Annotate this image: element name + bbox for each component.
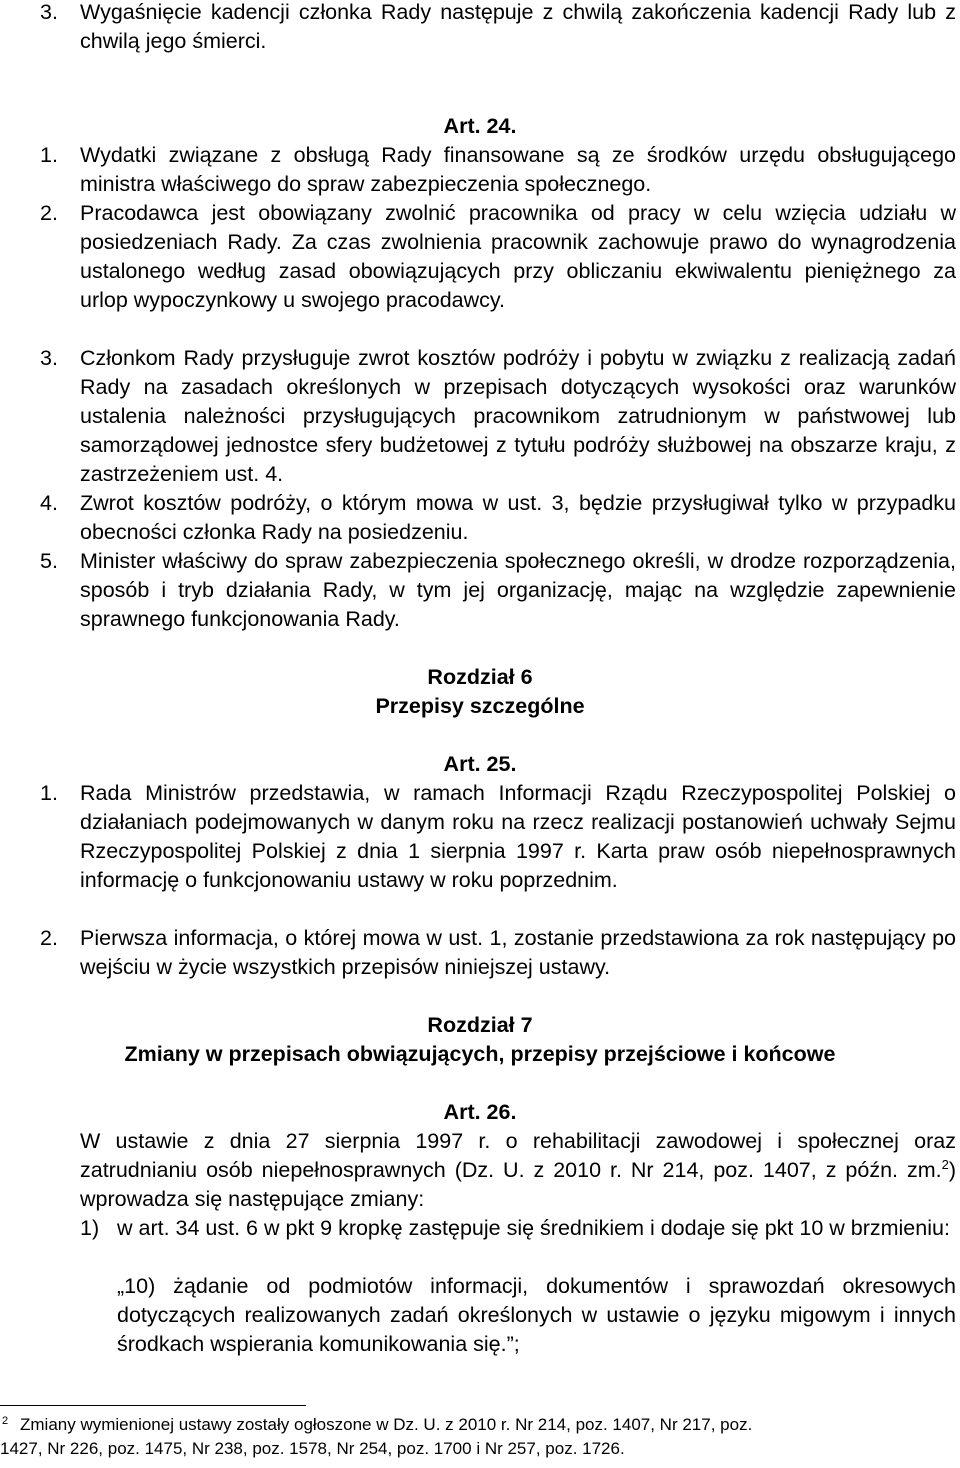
art26-intro-end: ) wprowadza się następujące zmiany: (80, 1158, 956, 1211)
art25-paragraph-2 (40, 924, 956, 982)
footnote (0, 1413, 958, 1461)
paragraph-text: Pracodawca jest obowiązany zwolnić pracownika od pracy w celu wzięcia udziału w posiedzeniach Rady. Za czas zwolnienia pracownik zachowuje prawo do wynagrodzenia ustalonego według zasad obowiązujących przy obliczaniu ekwiwalentu pieniężnego za urlop wypoczynkowy u swojego pracodawcy. (80, 201, 956, 312)
art24-paragraph-3 (40, 344, 956, 489)
paragraph-text: Pierwsza informacja, o której mowa w ust. 1, zostanie przedstawiona za rok następujący po wejściu w życie wszystkich przepisów niniejszej ustawy. (80, 926, 956, 979)
paragraph-number: 2. (40, 926, 58, 950)
paragraph-number: 4. (40, 491, 58, 515)
paragraph-number: 3. (40, 0, 58, 24)
art24-paragraph-1 (40, 141, 956, 199)
art26-item-1 (80, 1214, 956, 1243)
paragraph-text: Członkom Rady przysługuje zwrot kosztów podróży i pobytu w związku z realizacją zadań Rady na zasadach określonych w przepisach dotyczących wysokości oraz warunków ustalenia należności przysługujących pracownikom zatrudnionym w państwowej lub samorządowej jednostce sfery budżetowej z tytułu podróży służbowej na obszarze kraju, z zastrzeżeniem ust. 4. (80, 346, 956, 486)
footnote-mark: 2 (2, 1415, 9, 1427)
article-25-title: Art. 25. (443, 752, 517, 776)
article-24-title: Art. 24. (443, 114, 517, 138)
paragraph-number: 2. (40, 201, 58, 225)
paragraph-text: Zwrot kosztów podróży, o którym mowa w ust. 3, będzie przysługiwał tylko w przypadku obecności członka Rady na posiedzeniu. (80, 491, 956, 544)
art24-paragraph-4 (40, 489, 956, 547)
art26-quoted-amendment: „10) żądanie od podmiotów informacji, dokumentów i sprawozdań okresowych dotyczących realizowanych zadań określonych w ustawie o języku migowym i innych środkach wspierania komunikowania się.”; (117, 1274, 956, 1356)
art26-intro (80, 1127, 956, 1214)
paragraph-text: Wydatki związane z obsługą Rady finansowane są ze środków urzędu obsługującego ministra właściwego do spraw zabezpieczenia społecznego. (80, 143, 956, 196)
footnote-line-2: 1427, Nr 226, poz. 1475, Nr 238, poz. 1578, Nr 254, poz. 1700 i Nr 257, poz. 1726. (0, 1439, 625, 1458)
paragraph-number: 1. (40, 781, 58, 805)
chapter-6-title: Przepisy szczególne (375, 694, 585, 718)
paragraph-text: Wygaśnięcie kadencji członka Rady następuje z chwilą zakończenia kadencji Rady lub z chwilą jego śmierci. (80, 0, 956, 53)
art25-paragraph-1 (40, 779, 956, 895)
paragraph-text: Minister właściwy do spraw zabezpieczenia społecznego określi, w drodze rozporządzenia, sposób i tryb działania Rady, w tym jej organizację, mając na względzie zapewnienie sprawnego funkcjonowania Rady. (80, 549, 956, 631)
footnote-separator (0, 1405, 306, 1406)
footnote-ref[interactable]: 2 (941, 1156, 949, 1172)
footnote-line-1: Zmiany wymienionej ustawy zostały ogłoszone w Dz. U. z 2010 r. Nr 214, poz. 1407, Nr 217, poz. (20, 1415, 753, 1434)
article-26-title: Art. 26. (443, 1100, 517, 1124)
chapter-7-title: Zmiany w przepisach obwiązujących, przepisy przejściowe i końcowe (124, 1042, 836, 1066)
art26-intro-text: W ustawie z dnia 27 sierpnia 1997 r. o rehabilitacji zawodowej i społecznej oraz zatrudnianiu osób niepełnosprawnych (Dz. U. z 2010 r. Nr 214, poz. 1407, z późn. zm. (80, 1129, 956, 1182)
art24-paragraph-5 (40, 547, 956, 634)
item-text: w art. 34 ust. 6 w pkt 9 kropkę zastępuje się średnikiem i dodaje się pkt 10 w brzmieniu: (117, 1216, 950, 1240)
chapter-6-label: Rozdział 6 (427, 665, 533, 689)
paragraph-3-top (40, 0, 956, 56)
item-number: 1) (80, 1216, 100, 1240)
chapter-7-label: Rozdział 7 (427, 1013, 533, 1037)
paragraph-text: Rada Ministrów przedstawia, w ramach Informacji Rządu Rzeczypospolitej Polskiej o działaniach podejmowanych w danym roku na rzecz realizacji postanowień uchwały Sejmu Rzeczypospolitej Polskiej z dnia 1 sierpnia 1997 r. Karta praw osób niepełnosprawnych informację o funkcjonowaniu ustawy w roku poprzednim. (80, 781, 956, 892)
paragraph-number: 5. (40, 549, 58, 573)
art24-paragraph-2 (40, 199, 956, 315)
paragraph-number: 1. (40, 143, 58, 167)
paragraph-number: 3. (40, 346, 58, 370)
